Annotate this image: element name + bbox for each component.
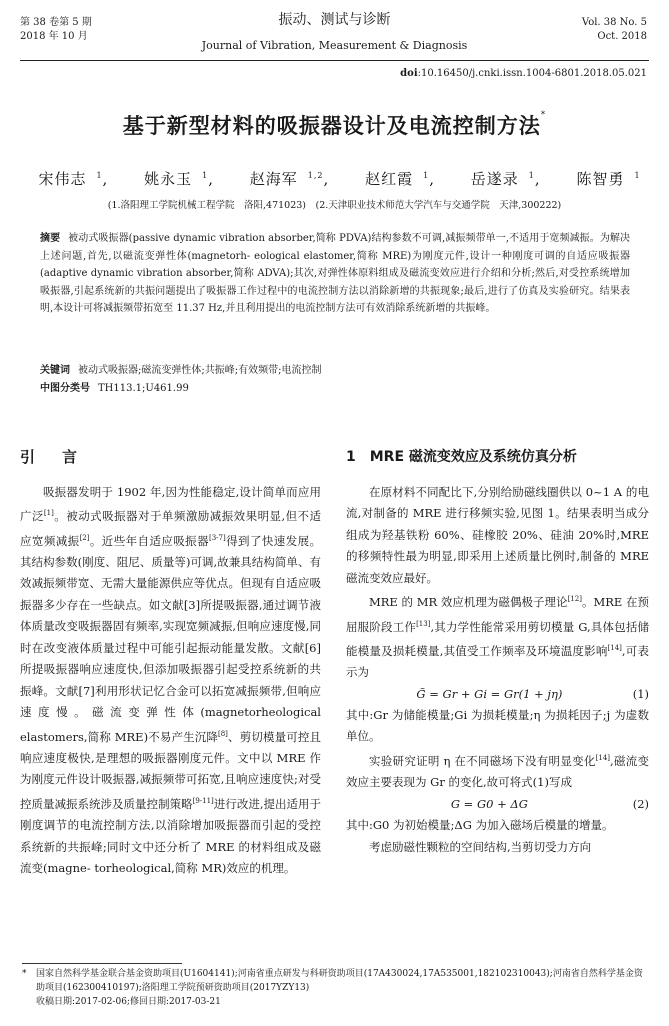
- section1-body: [346, 482, 649, 858]
- header-month: Oct. 2018: [597, 31, 647, 42]
- title-footnote-mark: *: [540, 110, 547, 120]
- keywords-label: 关键词: [40, 365, 70, 376]
- doi: [400, 68, 647, 79]
- citation: [1]: [43, 509, 54, 518]
- header-vol-no: Vol. 38 No. 5: [581, 17, 647, 28]
- citation: [12]: [567, 595, 582, 604]
- keywords-text: 被动式吸振器;磁流变弹性体;共振峰;有效频带;电流控制: [78, 365, 322, 376]
- equation-1: [346, 684, 649, 705]
- author: 陈智勇 $^1$: [576, 170, 641, 188]
- header-volume-en: [582, 16, 647, 44]
- citation: [13]: [416, 619, 431, 628]
- header-date: 2018 年 10 月: [20, 31, 88, 42]
- equation-1-number: (1): [632, 686, 649, 701]
- body-paragraph: 实验研究证明 η 在不同磁场下没有明显变化[14],磁流变效应主要表现为 Gr 的变化,故可将式(1)写成: [346, 753, 650, 790]
- received-dates: 收稿日期:2017-02-06;修回日期:2017-03-21: [36, 997, 221, 1007]
- abstract: [40, 230, 630, 318]
- body-paragraph: 其中:G0 为初始模量;ΔG 为加入磁场后模量的增量。: [346, 818, 614, 833]
- body-paragraph: 其中:Gr 为储能模量;Gi 为损耗模量;η 为损耗因子;j 为虚数单位。: [346, 708, 649, 744]
- section-heading-1: 1 MRE 磁流变效应及系统仿真分析: [346, 449, 577, 465]
- equation-2-formula: G = G0 + ΔG: [450, 796, 528, 811]
- footnote: [22, 967, 648, 1009]
- header-rule: [20, 60, 649, 61]
- author: 赵海军 $^{1,2}$,: [249, 170, 330, 188]
- doi-label: doi: [400, 68, 418, 79]
- citation: [14]: [595, 753, 611, 762]
- classification-text: TH113.1;U461.99: [98, 383, 189, 394]
- citation: [3-7]: [209, 533, 226, 542]
- paper-title-text: 基于新型材料的吸振器设计及电流控制方法: [122, 114, 541, 138]
- footnote-mark: *: [22, 969, 27, 979]
- abstract-label: 摘要: [40, 233, 61, 244]
- paper-title: [0, 110, 669, 140]
- equation-2-number: (2): [632, 796, 649, 811]
- keywords: [40, 362, 630, 379]
- author: 宋伟志 $^1$,: [38, 170, 109, 188]
- body-paragraph: 考虑励磁性颗粒的空间结构,当剪切受力方向: [369, 839, 592, 854]
- author: 赵红霞 $^1$,: [365, 170, 435, 188]
- body-paragraph: 在原材料不同配比下,分别给励磁线圈供以 0~1 A 的电流,对制备的 MRE 进行移频实验,见图 1。结果表明当成分组成为羟基铁粉 60%、硅橡胶 20%、硅油 20%时,MRE 的移频特性最为明显,即采用上述质量比例时,制备的 MRE 磁流变效应最好。: [346, 485, 649, 585]
- equation-1-formula: G̃ = Gr + Gi = Gr(1 + jη): [416, 686, 563, 701]
- author-list: [0, 168, 669, 189]
- classification-label: 中图分类号: [40, 383, 90, 394]
- citation: [2]: [79, 533, 90, 542]
- intro-paragraph: 吸振器发明于 1902 年,因为性能稳定,设计简单而应用广泛[1]。被动式吸振器对于单频激励减振效果明显,但不适应宽频减振[2]。近些年自适应吸振器[3-7]得到了快速发展。其结构参数(刚度、阻尼、质量等)可调,故兼具结构简单、有效减振频带宽、无需大量能源供应等优点。但现有自适应吸振器多少存在一些缺点。如文献[3]所提吸振器,通过调节液体质量改变吸振器固有频率,实现宽频减振,但响应速度慢,同时在改变液体质量过程中可能引起振动能量发散。文献[6]所提吸振器响应速度快,但添加吸振器引起受控系统新的共振峰。文献[7]利用形状记忆合金可以拓宽减振频带,但响应速度慢。磁流变弹性体(magnetorheological elastomers,简称 MRE)不易产生沉降[8]、剪切模量可控且响应速度极快,是理想的吸振器刚度元件。文中以 MRE 作为刚度元件设计吸振器,减振频带可拓宽,且响应速度快;对受控质量减振系统涉及质量控制策略[9-11]进行改进,提出适用于刚度调节的电流控制方法,以消除增加吸振器而引起的受控系统新的共振峰;同时文中还分析了 MRE 的材料组成及磁流变(magne- torheological,简称 MR)效应的机理。: [20, 485, 322, 876]
- citation: [14]: [607, 643, 622, 652]
- body-paragraph: MRE 的 MR 效应机理为磁偶极子理论[12]。MRE 在预屈服阶段工作[13],其力学性能常采用剪切模量 G,具体包括储能模量及损耗模量,其值受工作频率及环境温度影响[14],可表示为: [346, 595, 650, 680]
- classification: [40, 380, 630, 397]
- footnote-rule: [22, 963, 182, 964]
- doi-value: :10.16450/j.cnki.issn.1004-6801.2018.05.021: [417, 68, 647, 79]
- affiliations: (1.洛阳理工学院机械工程学院 洛阳,471023) (2.天津职业技术师范大学汽车与交通学院 天津,300222): [107, 200, 562, 211]
- journal-name-cn: 振动、测试与诊断: [278, 12, 391, 28]
- author: 岳遂录 $^1$,: [470, 170, 541, 188]
- section-heading-intro: 引 言: [20, 448, 84, 466]
- journal-name-en: Journal of Vibration, Measurement & Diagnosis: [201, 39, 468, 52]
- citation: [8]: [218, 729, 228, 738]
- funding-note: 国家自然科学基金联合基金资助项目(U1604141);河南省重点研发与科研资助项目(17A430024,17A535001,182102310043);河南省自然科学基金资助项目(162300410197);洛阳理工学院预研资助项目(2017YZY13): [36, 969, 643, 993]
- abstract-text: 被动式吸振器(passive dynamic vibration absorber,简称 PDVA)结构参数不可调,减振频带单一,不适用于宽频减振。为解决上述问题,首先,以磁流变弹性体(magnetorh- eological elastomer,简称 MRE)为刚度元件,设计一种刚度可调的自适应吸振器(adaptive dynamic vibration absorber,简称 ADVA);其次,对弹性体原料组成及磁流变效应进行介绍和分析;然后,对受控系统增加吸振器,引起系统新的共振问题提出了吸振器工作过程中的电流控制方法以消除新增的共振现象;最后,进行了仿真及实验研究。结果表明,本设计可将减振频带拓宽至 11.37 Hz,并且利用提出的电流控制方法可有效消除系统新增的共振峰。: [40, 233, 631, 315]
- header-volume: 第 38 卷第 5 期: [20, 17, 92, 28]
- citation: [9-11]: [192, 796, 214, 805]
- author: 姚永玉 $^1$,: [144, 170, 214, 188]
- header-journal: [0, 10, 669, 54]
- equation-2: [346, 794, 649, 815]
